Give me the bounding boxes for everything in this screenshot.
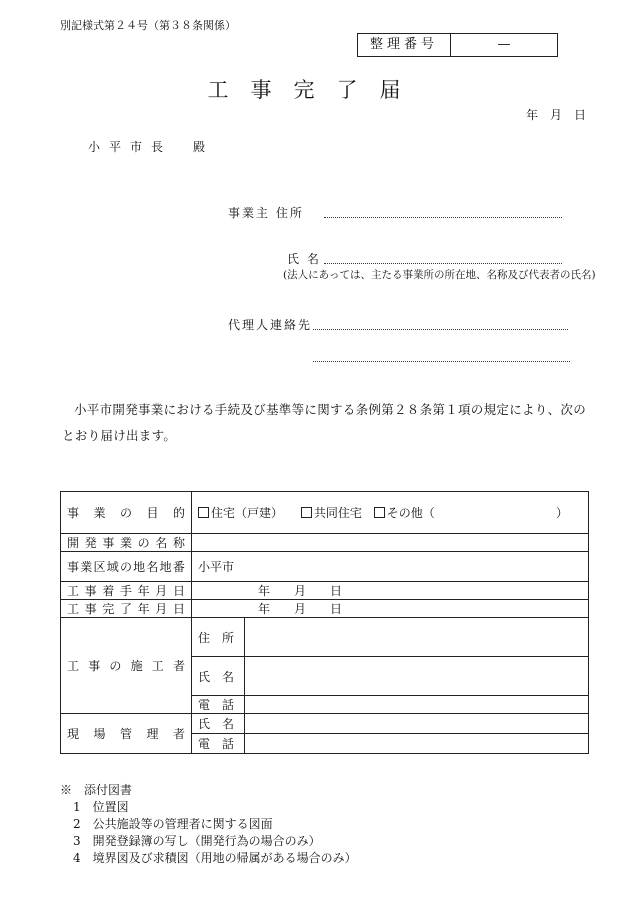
builder-tel-field[interactable] bbox=[245, 696, 589, 714]
option-detached[interactable] bbox=[198, 506, 283, 520]
reference-number-box bbox=[357, 33, 558, 57]
attachment-item: 2 公共施設等の管理者に関する図面 bbox=[73, 817, 273, 831]
agent-label: 代理人連絡先 bbox=[228, 318, 313, 332]
label-char: 事 bbox=[67, 506, 80, 520]
label-char: 事 bbox=[84, 584, 97, 598]
label-char: 者 bbox=[172, 659, 185, 673]
option-detached-label: 住宅（戸建） bbox=[211, 506, 284, 520]
label-char: 年 bbox=[137, 584, 150, 598]
address-field[interactable] bbox=[324, 205, 562, 218]
label-char: 着 bbox=[102, 584, 115, 598]
manager-name-label: 氏 名 bbox=[192, 714, 245, 734]
project-name-field[interactable] bbox=[192, 534, 589, 552]
location-label bbox=[61, 552, 192, 582]
label-char: 月 bbox=[155, 584, 168, 598]
purpose-label bbox=[61, 492, 192, 534]
attachment-item: 4 境界図及び求積図（用地の帰属がある場合のみ） bbox=[73, 851, 357, 865]
label-char: の bbox=[109, 659, 122, 673]
label-char: 工 bbox=[67, 602, 80, 616]
label-char: の bbox=[137, 536, 150, 550]
attachment-item: 3 開発登録簿の写し（開発行為の場合のみ） bbox=[73, 834, 321, 848]
builder-name-label: 氏 名 bbox=[192, 657, 245, 696]
label-char: 域 bbox=[106, 560, 119, 574]
address-label: 事業主 住所 bbox=[228, 206, 304, 220]
label-char: 工 bbox=[67, 659, 80, 673]
label-char: 日 bbox=[172, 602, 185, 616]
builder-name-field[interactable] bbox=[245, 657, 589, 696]
reference-number-label: 整理番号 bbox=[358, 34, 451, 56]
label-char: 事 bbox=[84, 602, 97, 616]
builder-address-field[interactable] bbox=[245, 618, 589, 657]
attachments bbox=[60, 782, 357, 867]
label-char: 月 bbox=[155, 602, 168, 616]
label-char: 現 bbox=[67, 727, 80, 741]
label-char: 業 bbox=[93, 506, 106, 520]
label-char: 年 bbox=[137, 602, 150, 616]
project-name-label bbox=[61, 534, 192, 552]
info-table bbox=[60, 491, 589, 754]
option-other-label: その他（ bbox=[386, 506, 435, 520]
page-title: 工事完了届 bbox=[207, 78, 423, 102]
label-char: 施 bbox=[130, 659, 143, 673]
label-char: 工 bbox=[151, 659, 164, 673]
agent-field-2[interactable] bbox=[313, 349, 570, 362]
manager-label bbox=[61, 714, 192, 754]
checkbox-icon[interactable] bbox=[198, 507, 209, 518]
label-char: 了 bbox=[119, 602, 132, 616]
label-char: 管 bbox=[119, 727, 132, 741]
checkbox-icon[interactable] bbox=[301, 507, 312, 518]
label-char: 手 bbox=[119, 584, 132, 598]
manager-tel-field[interactable] bbox=[245, 734, 589, 754]
label-char: 開 bbox=[67, 536, 80, 550]
builder-tel-label: 電 話 bbox=[192, 696, 245, 714]
location-field[interactable]: 小平市 bbox=[192, 552, 589, 582]
attachments-header: ※ 添付図書 bbox=[60, 783, 133, 797]
attachment-item: 1 位置図 bbox=[73, 800, 129, 814]
form-reference: 別記様式第２４号（第３８条関係） bbox=[60, 19, 236, 32]
label-char: 目 bbox=[146, 506, 159, 520]
builder-label bbox=[61, 618, 192, 714]
label-char: 名 bbox=[155, 536, 168, 550]
label-char: 事 bbox=[67, 560, 80, 574]
addressee: 小平市長 殿 bbox=[88, 140, 215, 154]
label-char: 事 bbox=[88, 659, 101, 673]
label-char: 事 bbox=[102, 536, 115, 550]
label-char: 完 bbox=[102, 602, 115, 616]
agent-field-1[interactable] bbox=[313, 317, 568, 330]
label-char: 業 bbox=[80, 560, 93, 574]
label-char: 地 bbox=[133, 560, 146, 574]
label-char: 区 bbox=[93, 560, 106, 574]
name-note: (法人にあっては、主たる事業所の所在地、名称及び代表者の氏名) bbox=[283, 269, 596, 281]
label-char: 場 bbox=[93, 727, 106, 741]
purpose-options bbox=[192, 492, 589, 534]
label-char: 称 bbox=[172, 536, 185, 550]
option-apartment[interactable] bbox=[301, 506, 362, 520]
label-char: 的 bbox=[172, 506, 185, 520]
name-label: 氏 名 bbox=[287, 252, 321, 266]
end-date-label bbox=[61, 600, 192, 618]
label-char: 発 bbox=[84, 536, 97, 550]
body-text: 小平市開発事業における手続及び基準等に関する条例第２８条第１項の規定により、次のとおり届け出ます。 bbox=[62, 402, 587, 443]
label-char: の bbox=[119, 506, 132, 520]
label-char: の bbox=[119, 560, 132, 574]
option-other[interactable] bbox=[374, 506, 435, 520]
option-apartment-label: 共同住宅 bbox=[313, 506, 362, 520]
label-char: 日 bbox=[172, 584, 185, 598]
label-char: 理 bbox=[146, 727, 159, 741]
label-char: 者 bbox=[172, 727, 185, 741]
label-char: 業 bbox=[119, 536, 132, 550]
label-char: 名 bbox=[146, 560, 159, 574]
start-date-label bbox=[61, 582, 192, 600]
manager-tel-label: 電 話 bbox=[192, 734, 245, 754]
option-other-close: ） bbox=[555, 506, 568, 520]
label-char: 工 bbox=[67, 584, 80, 598]
date-line[interactable]: 年 月 日 bbox=[525, 108, 586, 122]
reference-number-value[interactable]: — bbox=[497, 37, 511, 52]
builder-address-label: 住 所 bbox=[192, 618, 245, 657]
label-char: 地 bbox=[159, 560, 172, 574]
checkbox-icon[interactable] bbox=[374, 507, 385, 518]
name-field[interactable] bbox=[324, 251, 562, 264]
start-date-field[interactable]: 年 月 日 bbox=[192, 582, 589, 600]
manager-name-field[interactable] bbox=[245, 714, 589, 734]
end-date-field[interactable]: 年 月 日 bbox=[192, 600, 589, 618]
label-char: 番 bbox=[172, 560, 185, 574]
